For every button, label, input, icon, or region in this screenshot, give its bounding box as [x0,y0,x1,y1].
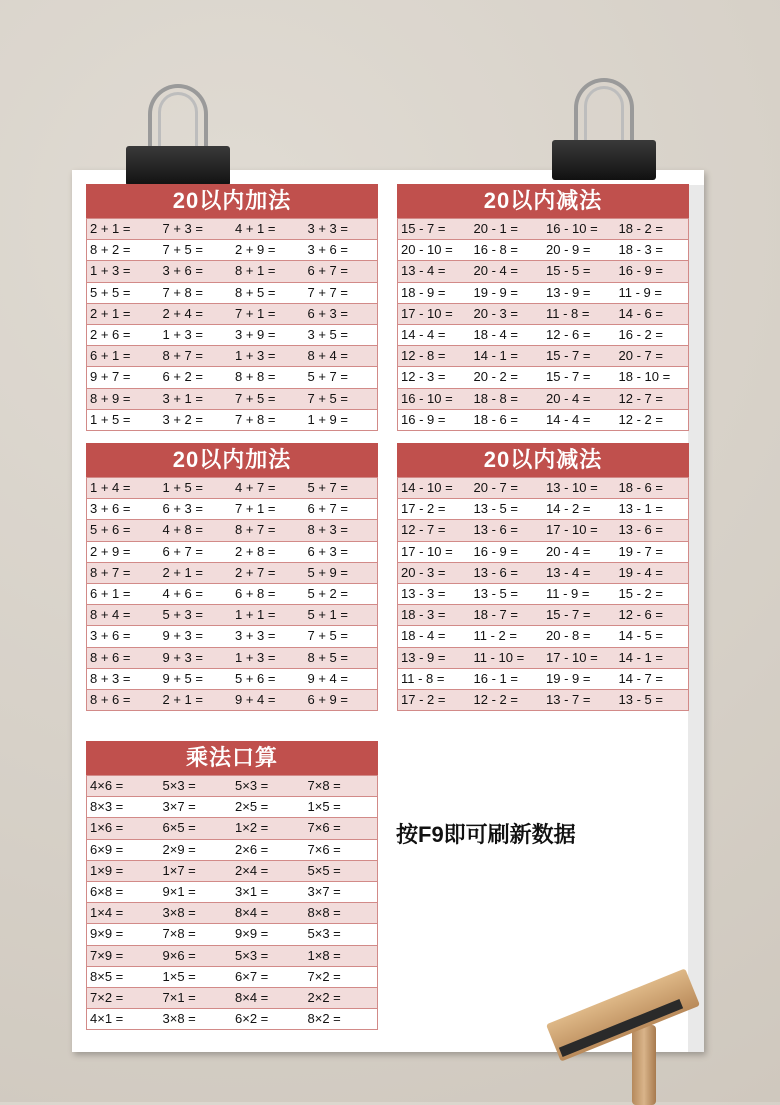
problem-cell: 7 + 3 = [162,221,203,236]
table-row [398,562,688,583]
problem-cell: 19 - 9 = [473,284,518,300]
problem-cell: 5×3 = [307,926,341,942]
table-row [87,796,377,817]
problem-cell: 20 - 4 = [546,543,591,559]
problem-cell: 9 + 5 = [162,670,203,686]
table-row [87,239,377,260]
problem-cell: 2 + 7 = [235,564,276,580]
problem-cell: 7 + 1 = [235,305,276,321]
table-row [87,541,377,562]
problem-cell: 5×3 = [235,778,269,793]
table-row [398,282,688,303]
problem-cell: 9 + 3 = [162,628,203,644]
problem-cell: 6 + 2 = [162,369,203,385]
problem-cell: 16 - 8 = [473,242,518,258]
problem-cell: 3 + 2 = [162,411,203,427]
table-row [87,409,377,430]
problem-cell: 1 + 5 = [90,411,131,427]
problem-cell: 5 + 3 = [162,607,203,623]
problem-cell: 6 + 7 = [307,501,348,517]
problem-cell: 13 - 9 = [546,284,591,300]
problem-cell: 8 + 3 = [90,670,131,686]
problem-cell: 16 - 9 = [618,263,663,279]
problem-rows [86,218,378,431]
problem-cell: 12 - 2 = [473,691,518,707]
problem-cell: 6 + 7 = [162,543,203,559]
problem-cell: 5×3 = [235,947,269,963]
problem-cell: 1 + 4 = [90,480,131,495]
problem-cell: 3×8 = [162,905,196,921]
problem-cell: 1×5 = [162,968,196,984]
problem-cell: 7 + 5 = [162,242,203,258]
refresh-note: 按F9即可刷新数据 [396,822,576,847]
problem-cell: 8 + 9 = [90,390,131,406]
problem-cell: 13 - 6 = [618,522,663,538]
problem-cell: 6 + 3 = [307,543,348,559]
problem-cell: 8 + 5 = [307,649,348,665]
problem-cell: 16 - 9 = [473,543,518,559]
table-row [87,366,377,387]
block-title: 20以内加法 [86,443,378,477]
problem-cell: 6 + 3 = [162,501,203,517]
problem-cell: 18 - 4 = [401,628,446,644]
table-row [87,498,377,519]
table-row [87,647,377,668]
problem-cell: 16 - 2 = [618,326,663,342]
table-row [87,881,377,902]
problem-cell: 18 - 9 = [401,284,446,300]
problem-cell: 1 + 3 = [235,348,276,364]
problem-cell: 8 + 3 = [307,522,348,538]
table-row [398,519,688,540]
problem-cell: 8 + 5 = [235,284,276,300]
block-title: 20以内加法 [86,184,378,218]
problem-cell: 19 - 4 = [618,564,663,580]
table-row [398,239,688,260]
problem-cell: 2 + 4 = [162,305,203,321]
table-row [398,218,688,239]
problem-cell: 1 + 3 = [162,326,203,342]
table-row [87,282,377,303]
problem-cell: 2 + 1 = [162,691,203,707]
table-row [87,345,377,366]
subtraction-block-1 [397,184,689,431]
problem-cell: 1×9 = [90,862,124,878]
problem-cell: 20 - 4 = [473,263,518,279]
problem-cell: 11 - 2 = [473,628,517,644]
problem-cell: 8 + 4 = [90,607,131,623]
table-row [87,860,377,881]
problem-cell: 3 + 6 = [90,501,131,517]
problem-cell: 1 + 3 = [90,263,131,279]
problem-cell: 6 + 8 = [235,585,276,601]
problem-cell: 12 - 7 = [618,390,663,406]
problem-cell: 1 + 5 = [162,480,203,495]
problem-cell: 3 + 5 = [307,326,348,342]
problem-cell: 9×9 = [235,926,269,942]
problem-cell: 20 - 10 = [401,242,453,258]
addition-block-1 [86,184,378,431]
block-title: 乘法口算 [86,741,378,775]
problem-cell: 7×6 = [307,820,341,836]
problem-cell: 1 + 3 = [235,649,276,665]
problem-cell: 2×2 = [307,989,341,1005]
problem-cell: 2×4 = [235,862,269,878]
table-row [398,647,688,668]
problem-cell: 8×4 = [235,989,269,1005]
problem-cell: 15 - 7 = [401,221,446,236]
problem-cell: 5 + 6 = [235,670,276,686]
problem-cell: 5×5 = [307,862,341,878]
problem-cell: 7×9 = [90,947,124,963]
problem-cell: 17 - 2 = [401,501,446,517]
problem-cell: 1 + 1 = [235,607,276,623]
problem-cell: 13 - 6 = [473,564,518,580]
table-row [398,345,688,366]
problem-cell: 8 + 1 = [235,263,276,279]
problem-cell: 8×3 = [90,799,124,815]
problem-cell: 7×2 = [307,968,341,984]
problem-cell: 5 + 5 = [90,284,131,300]
problem-cell: 6 + 7 = [307,263,348,279]
table-row [87,923,377,944]
problem-cell: 5×3 = [162,778,196,793]
problem-cell: 8×4 = [235,905,269,921]
problem-cell: 14 - 1 = [473,348,518,364]
problem-cell: 3×7 = [162,799,196,815]
problem-cell: 16 - 10 = [546,221,598,236]
table-row [398,324,688,345]
problem-cell: 2×6 = [235,841,269,857]
problem-cell: 7×2 = [90,989,124,1005]
problem-cell: 14 - 4 = [401,326,446,342]
problem-cell: 16 - 9 = [401,411,446,427]
problem-cell: 18 - 4 = [473,326,518,342]
problem-cell: 19 - 7 = [618,543,663,559]
problem-cell: 8×5 = [90,968,124,984]
table-row [398,541,688,562]
problem-cell: 15 - 7 = [546,348,591,364]
problem-cell: 8 + 4 = [307,348,348,364]
problem-cell: 8×8 = [307,905,341,921]
problem-cell: 11 - 8 = [546,305,590,321]
problem-cell: 7 + 1 = [235,501,276,517]
problem-cell: 3 + 1 = [162,390,203,406]
table-row [398,689,688,710]
problem-cell: 13 - 5 = [473,501,518,517]
problem-cell: 2 + 6 = [90,326,131,342]
problem-cell: 5 + 2 = [307,585,348,601]
problem-cell: 1×5 = [307,799,341,815]
problem-cell: 8 + 7 = [162,348,203,364]
problem-cell: 1×8 = [307,947,341,963]
problem-cell: 20 - 2 = [473,369,518,385]
table-row [87,583,377,604]
problem-cell: 6×8 = [90,883,124,899]
problem-cell: 13 - 4 = [546,564,591,580]
problem-cell: 17 - 10 = [546,522,598,538]
table-row [398,303,688,324]
problem-cell: 8 + 8 = [235,369,276,385]
problem-cell: 5 + 7 = [307,480,348,495]
table-row [87,625,377,646]
problem-cell: 12 - 7 = [401,522,446,538]
problem-cell: 8 + 7 = [235,522,276,538]
block-title: 20以内减法 [397,184,689,218]
problem-cell: 6×7 = [235,968,269,984]
table-row [87,477,377,498]
table-row [398,583,688,604]
problem-cell: 7 + 5 = [307,390,348,406]
table-row [87,902,377,923]
problem-cell: 15 - 5 = [546,263,591,279]
problem-cell: 14 - 10 = [401,480,453,495]
problem-cell: 4 + 1 = [235,221,276,236]
problem-cell: 5 + 9 = [307,564,348,580]
problem-cell: 2 + 1 = [162,564,203,580]
problem-cell: 18 - 10 = [618,369,671,385]
problem-cell: 3 + 6 = [307,242,348,258]
problem-cell: 20 - 7 = [618,348,663,364]
problem-cell: 3×8 = [162,1011,196,1027]
problem-cell: 1×6 = [90,820,124,836]
problem-cell: 17 - 10 = [401,305,453,321]
problem-cell: 14 - 2 = [546,501,591,517]
table-row [87,987,377,1008]
table-row [87,604,377,625]
problem-cell: 13 - 5 = [618,691,663,707]
multiplication-block [86,741,378,1030]
problem-cell: 7 + 7 = [307,284,348,300]
problem-cell: 20 - 4 = [546,390,591,406]
problem-cell: 13 - 3 = [401,585,446,601]
table-row [87,519,377,540]
problem-cell: 9 + 4 = [235,691,276,707]
problem-cell: 2 + 9 = [235,242,276,258]
problem-cell: 9×9 = [90,926,124,942]
problem-cell: 5 + 1 = [307,607,348,623]
problem-cell: 6 + 9 = [307,691,348,707]
problem-cell: 3 + 3 = [307,221,348,236]
table-row [87,324,377,345]
problem-cell: 4×6 = [90,778,124,793]
table-row [398,366,688,387]
problem-cell: 15 - 7 = [546,369,591,385]
problem-cell: 1 + 9 = [307,411,348,427]
problem-cell: 3 + 9 = [235,326,276,342]
problem-cell: 2 + 9 = [90,543,131,559]
table-row [87,775,377,796]
problem-cell: 14 - 5 = [618,628,663,644]
problem-cell: 18 - 6 = [473,411,518,427]
problem-cell: 15 - 2 = [618,585,663,601]
problem-cell: 20 - 8 = [546,628,591,644]
problem-cell: 18 - 2 = [618,221,663,236]
binder-clip-right-icon [552,140,656,188]
problem-cell: 12 - 2 = [618,411,663,427]
problem-cell: 16 - 10 = [401,390,453,406]
problem-cell: 7×8 = [162,926,196,942]
problem-cell: 4×1 = [90,1011,124,1027]
problem-cell: 11 - 8 = [401,670,445,686]
problem-cell: 2 + 8 = [235,543,276,559]
problem-cell: 8 + 6 = [90,691,131,707]
table-row [87,562,377,583]
problem-cell: 7×1 = [162,989,196,1005]
problem-cell: 7 + 8 = [235,411,276,427]
problem-cell: 20 - 3 = [401,564,446,580]
problem-cell: 12 - 3 = [401,369,446,385]
table-row [87,1008,377,1029]
table-row [398,388,688,409]
problem-cell: 18 - 8 = [473,390,518,406]
problem-cell: 1×4 = [90,905,124,921]
table-row [398,477,688,498]
table-row [87,945,377,966]
problem-cell: 14 - 1 = [618,649,663,665]
problem-cell: 7 + 8 = [162,284,203,300]
problem-rows [397,477,689,711]
problem-cell: 7 + 5 = [307,628,348,644]
problem-cell: 14 - 6 = [618,305,663,321]
problem-cell: 20 - 9 = [546,242,591,258]
problem-cell: 2×9 = [162,841,196,857]
problem-cell: 13 - 4 = [401,263,446,279]
problem-cell: 8 + 6 = [90,649,131,665]
problem-cell: 13 - 1 = [618,501,663,517]
problem-cell: 2 + 1 = [90,221,131,236]
table-row [398,625,688,646]
problem-cell: 3 + 6 = [162,263,203,279]
problem-cell: 12 - 8 = [401,348,446,364]
problem-cell: 18 - 6 = [618,480,663,495]
block-title: 20以内减法 [397,443,689,477]
subtraction-block-2 [397,443,689,711]
problem-cell: 14 - 7 = [618,670,663,686]
problem-cell: 20 - 3 = [473,305,518,321]
table-row [87,260,377,281]
problem-cell: 17 - 2 = [401,691,446,707]
problem-cell: 18 - 7 = [473,607,518,623]
problem-cell: 11 - 9 = [546,585,590,601]
table-row [398,668,688,689]
table-row [87,668,377,689]
problem-cell: 8×2 = [307,1011,341,1027]
problem-cell: 3 + 6 = [90,628,131,644]
problem-cell: 6×9 = [90,841,124,857]
problem-cell: 18 - 3 = [401,607,446,623]
problem-cell: 11 - 9 = [618,284,662,300]
problem-cell: 17 - 10 = [546,649,598,665]
problem-cell: 5 + 6 = [90,522,131,538]
problem-cell: 4 + 8 = [162,522,203,538]
problem-cell: 1×7 = [162,862,196,878]
problem-cell: 17 - 10 = [401,543,453,559]
problem-cell: 9 + 7 = [90,369,131,385]
problem-cell: 13 - 9 = [401,649,446,665]
problem-cell: 7×8 = [307,778,341,793]
table-row [398,498,688,519]
problem-cell: 4 + 6 = [162,585,203,601]
problem-cell: 12 - 6 = [618,607,663,623]
table-row [87,839,377,860]
problem-cell: 11 - 10 = [473,649,525,665]
problem-cell: 3×1 = [235,883,269,899]
table-row [87,817,377,838]
problem-cell: 6 + 3 = [307,305,348,321]
table-row [87,303,377,324]
table-row [87,218,377,239]
problem-cell: 6×2 = [235,1011,269,1027]
problem-rows [86,477,378,711]
problem-rows [397,218,689,431]
table-row [398,260,688,281]
wooden-stamp-icon [548,985,698,1102]
problem-cell: 2 + 1 = [90,305,131,321]
problem-cell: 13 - 5 = [473,585,518,601]
problem-cell: 6×5 = [162,820,196,836]
problem-cell: 6 + 1 = [90,348,131,364]
table-row [87,689,377,710]
problem-cell: 1×2 = [235,820,269,836]
problem-cell: 3 + 3 = [235,628,276,644]
problem-cell: 3×7 = [307,883,341,899]
problem-cell: 7×6 = [307,841,341,857]
problem-cell: 15 - 7 = [546,607,591,623]
problem-cell: 14 - 4 = [546,411,591,427]
problem-cell: 6 + 1 = [90,585,131,601]
problem-cell: 20 - 7 = [473,480,518,495]
table-row [398,409,688,430]
problem-cell: 9×6 = [162,947,196,963]
table-row [87,388,377,409]
problem-cell: 4 + 7 = [235,480,276,495]
problem-cell: 9 + 3 = [162,649,203,665]
problem-rows [86,775,378,1030]
paper-shadow [688,185,704,1052]
problem-cell: 20 - 1 = [473,221,518,236]
problem-cell: 19 - 9 = [546,670,591,686]
problem-cell: 7 + 5 = [235,390,276,406]
problem-cell: 9 + 4 = [307,670,348,686]
problem-cell: 13 - 6 = [473,522,518,538]
problem-cell: 8 + 2 = [90,242,131,258]
table-row [87,966,377,987]
problem-cell: 5 + 7 = [307,369,348,385]
problem-cell: 16 - 1 = [473,670,518,686]
problem-cell: 8 + 7 = [90,564,131,580]
problem-cell: 12 - 6 = [546,326,591,342]
problem-cell: 9×1 = [162,883,196,899]
addition-block-2 [86,443,378,711]
problem-cell: 13 - 7 = [546,691,591,707]
problem-cell: 18 - 3 = [618,242,663,258]
problem-cell: 13 - 10 = [546,480,598,495]
problem-cell: 2×5 = [235,799,269,815]
table-row [398,604,688,625]
